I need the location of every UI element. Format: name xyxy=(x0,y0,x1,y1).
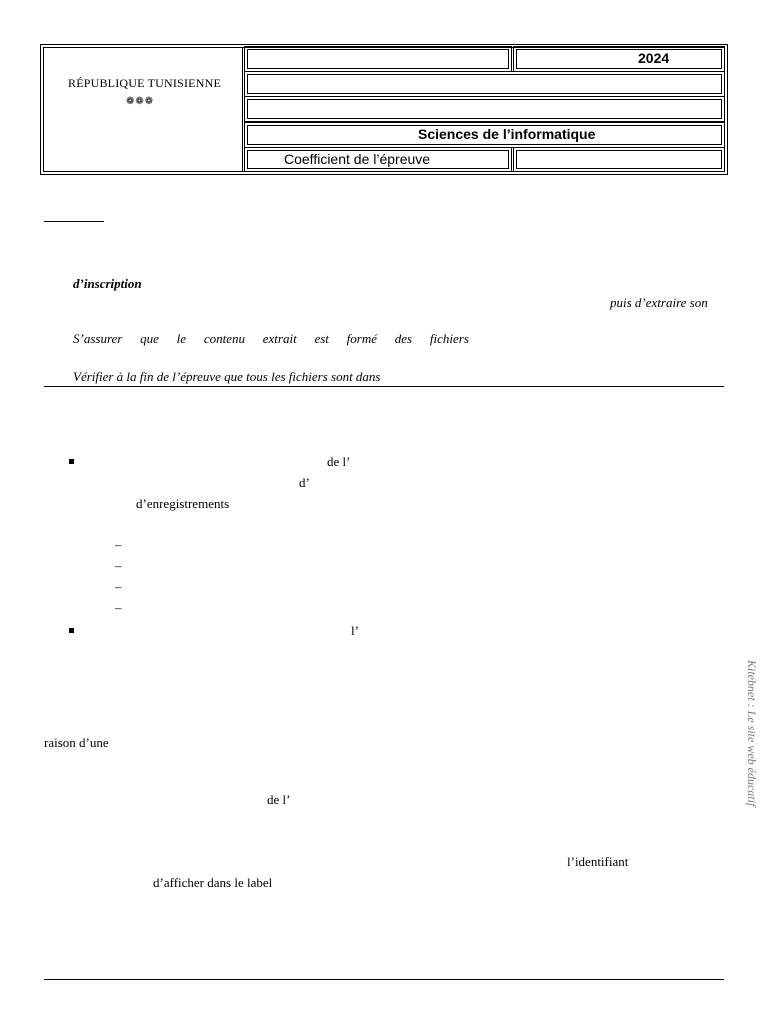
dash-item: – xyxy=(115,579,122,594)
word: que xyxy=(140,331,159,346)
separator-line-top xyxy=(44,386,724,387)
text-afficher: d’afficher dans le label xyxy=(153,875,273,890)
dash-item: – xyxy=(115,600,122,615)
instruction-inscription: d’inscription xyxy=(73,276,142,291)
separator-line-bottom xyxy=(44,979,724,980)
country-name: RÉPUBLIQUE TUNISIENNE xyxy=(68,76,221,90)
word: le xyxy=(176,331,187,346)
word: extrait xyxy=(262,331,297,346)
coef-label: Coefficient de l’épreuve xyxy=(284,151,431,167)
header-cell-coef-value xyxy=(516,150,722,169)
text-de-l: de l’ xyxy=(267,792,291,807)
bullet1-de: de l’ xyxy=(327,454,351,469)
word: est xyxy=(314,331,329,346)
bullet2-l: l’ xyxy=(351,623,359,638)
bullet1-d: d’ xyxy=(299,475,310,490)
header-cell-exam xyxy=(247,49,509,69)
short-underline xyxy=(44,221,104,222)
instruction-verifier: Vérifier à la fin de l’épreuve que tous les fichiers sont dans xyxy=(73,369,381,384)
text-raison: raison d’une xyxy=(44,735,109,750)
bullet-icon xyxy=(69,459,74,464)
text-identifiant: l’identifiant xyxy=(567,854,629,869)
instruction-extraire: puis d’extraire son xyxy=(610,295,708,310)
section-name: Sciences de l’informatique xyxy=(418,126,596,142)
word: formé xyxy=(346,331,378,346)
bullet-icon xyxy=(69,628,74,633)
word: S’assurer xyxy=(73,331,123,346)
year: 2024 xyxy=(638,50,670,66)
dash-item: – xyxy=(115,558,122,573)
emblem-icon: ❁❁❁ xyxy=(126,96,155,107)
header-cell-row2 xyxy=(247,74,722,94)
dash-item: – xyxy=(115,537,122,552)
word: fichiers xyxy=(429,331,469,346)
word: contenu xyxy=(203,331,245,346)
instruction-assurer-line xyxy=(73,331,469,347)
header-cell-year xyxy=(516,49,722,69)
header-cell-row3 xyxy=(247,99,722,119)
header-left-divider xyxy=(45,47,243,172)
bullet1-enregistrements: d’enregistrements xyxy=(136,496,230,511)
watermark: Kitebnet : Le site web éducatif xyxy=(745,660,759,807)
word: des xyxy=(394,331,413,346)
